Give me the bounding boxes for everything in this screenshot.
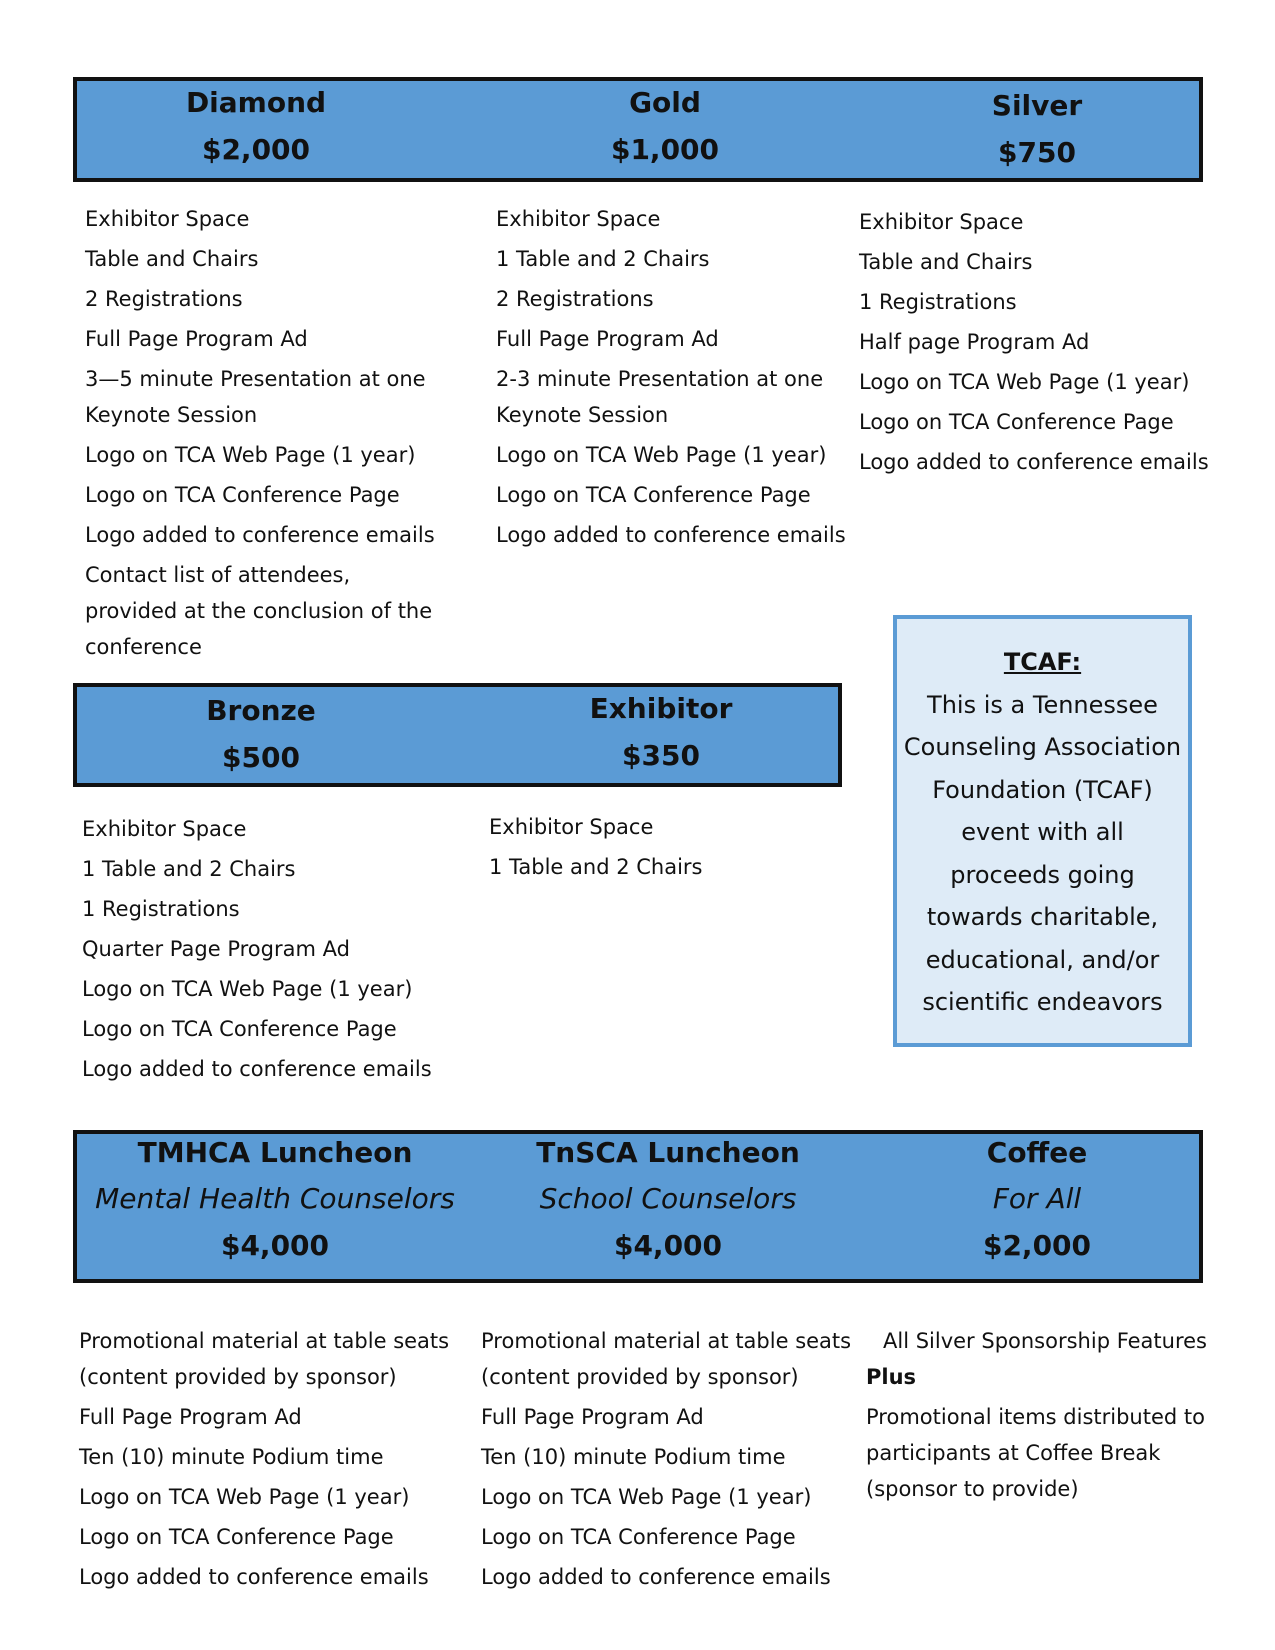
bronze-benefits-list bbox=[82, 811, 442, 1091]
tier-price: $2,000 bbox=[982, 1229, 1092, 1262]
tier-name: Gold bbox=[629, 86, 701, 119]
benefit-item: Full Page Program Ad bbox=[79, 1405, 302, 1429]
tier-name: Coffee bbox=[986, 1136, 1088, 1169]
benefit-item: Logo added to conference emails bbox=[496, 523, 846, 547]
diamond-tier-header bbox=[156, 86, 356, 167]
benefit-item: 1 Table and 2 Chairs bbox=[82, 857, 296, 881]
tier-audience: Mental Health Counselors bbox=[95, 1182, 455, 1215]
benefit-item: Table and Chairs bbox=[85, 247, 259, 271]
tnsca-luncheon-header bbox=[468, 1136, 868, 1263]
tmhca-benefits-list bbox=[79, 1323, 464, 1599]
benefit-item: Logo on TCA Conference Page bbox=[496, 483, 811, 507]
coffee-benefits-list bbox=[866, 1323, 1211, 1511]
tmhca-luncheon-header bbox=[75, 1136, 475, 1263]
benefit-item: Full Page Program Ad bbox=[481, 1405, 704, 1429]
tier-price: $4,000 bbox=[613, 1229, 723, 1262]
benefit-item: 1 Table and 2 Chairs bbox=[496, 247, 710, 271]
benefit-item: Exhibitor Space bbox=[859, 210, 1024, 234]
tier-audience: For All bbox=[992, 1182, 1082, 1215]
tier-price: $1,000 bbox=[610, 133, 720, 166]
benefit-item: 2 Registrations bbox=[85, 287, 243, 311]
tier-price: $750 bbox=[998, 136, 1076, 169]
benefit-item: Logo added to conference emails bbox=[82, 1057, 432, 1081]
benefit-item: Table and Chairs bbox=[859, 250, 1033, 274]
benefit-item: Full Page Program Ad bbox=[85, 327, 308, 351]
benefit-item: Logo on TCA Web Page (1 year) bbox=[859, 370, 1190, 394]
benefit-item: 2 Registrations bbox=[496, 287, 654, 311]
tier-price: $4,000 bbox=[220, 1229, 330, 1262]
tcaf-title: TCAF: bbox=[1003, 648, 1082, 676]
bronze-tier-header bbox=[161, 694, 361, 775]
benefit-item: Exhibitor Space bbox=[85, 207, 250, 231]
benefit-item: Promotional material at table seats (content provided by sponsor) bbox=[79, 1329, 450, 1389]
benefit-item: Logo on TCA Web Page (1 year) bbox=[496, 443, 827, 467]
benefit-item bbox=[866, 1359, 1211, 1395]
benefit-item: Logo on TCA Web Page (1 year) bbox=[82, 977, 413, 1001]
benefit-item: Ten (10) minute Podium time bbox=[79, 1445, 384, 1469]
benefit-item: Half page Program Ad bbox=[859, 330, 1090, 354]
silver-benefits-list bbox=[859, 204, 1219, 484]
tier-name: TnSCA Luncheon bbox=[536, 1136, 800, 1169]
benefit-item: 1 Registrations bbox=[859, 290, 1017, 314]
benefit-item: Promotional material at table seats (content provided by sponsor) bbox=[481, 1329, 852, 1389]
benefit-item: Logo added to conference emails bbox=[481, 1565, 831, 1589]
tier-name: TMHCA Luncheon bbox=[137, 1136, 413, 1169]
benefit-item: Promotional items distributed to participants at Coffee Break (sponsor to provide) bbox=[866, 1405, 1205, 1501]
benefit-item: Logo on TCA Conference Page bbox=[481, 1525, 796, 1549]
benefit-item: Logo on TCA Conference Page bbox=[859, 410, 1174, 434]
tcaf-description: This is a Tennessee Counseling Association Foundation (TCAF) event with all proceeds going towards charitable, educational, and/or scientific endeavors bbox=[903, 690, 1182, 1016]
benefit-item: Logo added to conference emails bbox=[79, 1565, 429, 1589]
tnsca-benefits-list bbox=[481, 1323, 866, 1599]
benefit-item: Logo added to conference emails bbox=[85, 523, 435, 547]
plus-label: Plus bbox=[866, 1365, 917, 1389]
benefit-item: Logo added to conference emails bbox=[859, 450, 1209, 474]
tier-price: $500 bbox=[222, 741, 300, 774]
benefit-item: Logo on TCA Web Page (1 year) bbox=[79, 1485, 410, 1509]
benefit-item: Full Page Program Ad bbox=[496, 327, 719, 351]
tier-price: $350 bbox=[622, 739, 700, 772]
benefit-item: 3—5 minute Presentation at one Keynote Session bbox=[85, 367, 426, 427]
benefit-item: Logo on TCA Conference Page bbox=[79, 1525, 394, 1549]
tier-name: Exhibitor bbox=[589, 692, 733, 725]
tier-name: Diamond bbox=[185, 86, 327, 119]
exhibitor-benefits-list bbox=[489, 809, 849, 889]
benefit-item: 1 Table and 2 Chairs bbox=[489, 855, 703, 879]
tier-price: $2,000 bbox=[201, 133, 311, 166]
exhibitor-tier-header bbox=[561, 692, 761, 773]
tcaf-info-box bbox=[893, 615, 1192, 1047]
gold-tier-header bbox=[565, 86, 765, 167]
benefit-item: Logo on TCA Conference Page bbox=[82, 1017, 397, 1041]
coffee-sponsor-header bbox=[937, 1136, 1137, 1263]
benefit-item: Logo on TCA Web Page (1 year) bbox=[85, 443, 416, 467]
gold-benefits-list bbox=[496, 201, 856, 557]
tier-audience: School Counselors bbox=[539, 1182, 797, 1215]
benefit-item: Logo on TCA Conference Page bbox=[85, 483, 400, 507]
benefit-item: Quarter Page Program Ad bbox=[82, 937, 350, 961]
benefit-item: Ten (10) minute Podium time bbox=[481, 1445, 786, 1469]
benefit-item: 2-3 minute Presentation at one Keynote Session bbox=[496, 367, 824, 427]
benefit-item: Exhibitor Space bbox=[496, 207, 661, 231]
benefit-item: Exhibitor Space bbox=[82, 817, 247, 841]
silver-tier-header bbox=[937, 89, 1137, 170]
benefit-item: All Silver Sponsorship Features bbox=[883, 1329, 1207, 1353]
tier-name: Silver bbox=[991, 89, 1083, 122]
benefit-item: Exhibitor Space bbox=[489, 815, 654, 839]
diamond-benefits-list bbox=[85, 201, 445, 669]
benefit-item: Logo on TCA Web Page (1 year) bbox=[481, 1485, 812, 1509]
benefit-item: 1 Registrations bbox=[82, 897, 240, 921]
benefit-item: Contact list of attendees, provided at the conclusion of the conference bbox=[85, 563, 433, 659]
tier-name: Bronze bbox=[206, 694, 316, 727]
